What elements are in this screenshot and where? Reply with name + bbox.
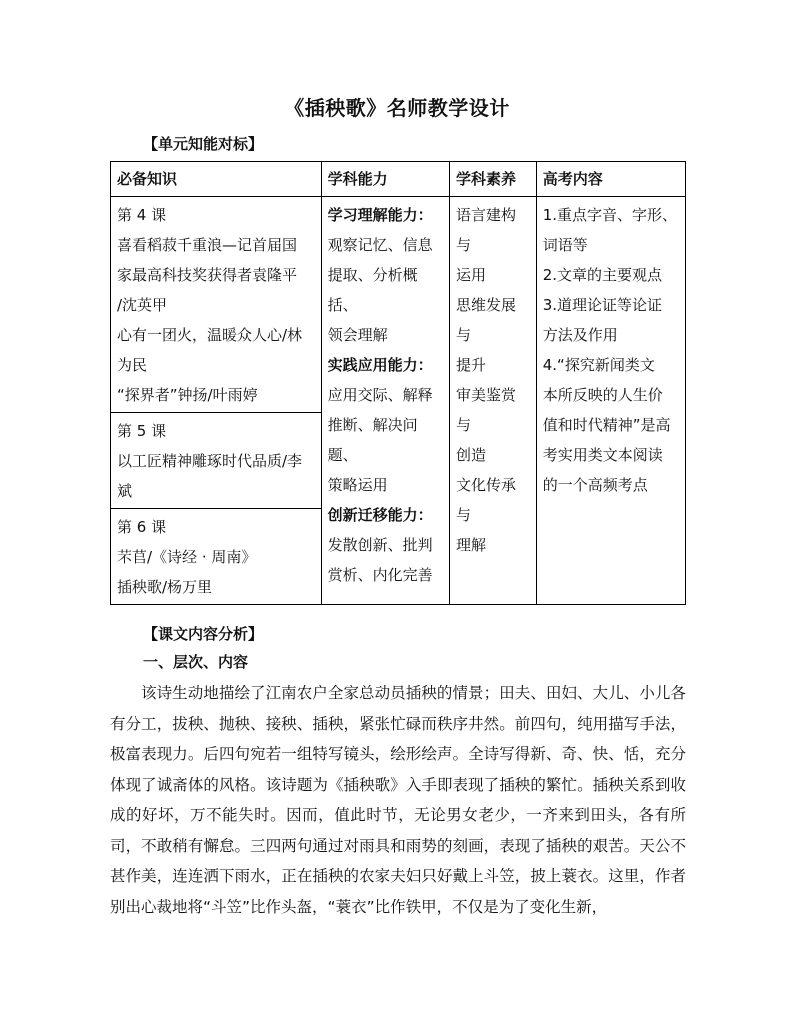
ability-line: 领会理解 (327, 326, 388, 344)
exam-line: 4.“探究新闻类文 (542, 356, 655, 374)
ability-line: 观察记忆、信息 (327, 236, 433, 254)
ability-line: 推断、解决问题、 (327, 416, 418, 464)
lesson-line: 心有一团火，温暖众人心/林 (117, 326, 303, 344)
literacy-line: 理解 (456, 536, 487, 554)
ability-line: 策略运用 (327, 476, 388, 494)
ability-heading: 实践应用能力： (327, 356, 433, 374)
lesson-line: 以工匠精神雕琢时代品质/李 (117, 452, 303, 470)
lesson-line: 插秧歌/杨万里 (117, 578, 213, 596)
ability-line: 赏析、内化完善 (327, 566, 433, 584)
header-ability: 学科能力 (321, 162, 449, 197)
exam-line: 考实用类文本阅读 (542, 446, 663, 464)
literacy-line: 思维发展与 (456, 296, 517, 344)
document-title: 《插秧歌》名师教学设计 (284, 96, 510, 120)
lesson-line: 芣苢/《诗经 · 周南》 (117, 548, 257, 566)
lesson-line: /沈英甲 (117, 296, 168, 314)
ability-line: 发散创新、批判 (327, 536, 433, 554)
knowledge-cell-lesson-4 (111, 197, 322, 413)
exam-line: 值和时代精神”是高 (542, 416, 671, 434)
ability-line: 应用交际、解释 (327, 386, 433, 404)
exam-line: 方法及作用 (542, 326, 618, 344)
ability-line: 提取、分析概括、 (327, 266, 418, 314)
lesson-line: 喜看稻菽千重浪—记首届国 (117, 236, 298, 254)
exam-line: 1.重点字音、字形、 (542, 206, 678, 224)
header-exam: 高考内容 (536, 162, 685, 197)
analysis-paragraph: 该诗生动地描绘了江南农户全家总动员插秧的情景；田夫、田妇、大儿、小儿各有分工，拔秧、抛秧、接秧、插秧，紧张忙碌而秩序井然。前四句，纯用描写手法，极富表现力。后四句宛若一组特写镜头，绘形绘声。全诗写得新、奇、快、恬，充分体现了诚斋体的风格。该诗题为《插秧歌》入手即表现了插秧的繁忙。插秧关系到收成的好坏，万不能失时。因而，值此时节，无论男女老少，一齐来到田头，各有所司，不敢稍有懈怠。三四两句通过对雨具和雨势的刻画，表现了插秧的艰苦。天公不甚作美，连连洒下雨水，正在插秧的农家夫妇只好戴上斗笠，披上蓑衣。这里，作者别出心裁地将“斗笠”比作头盔，“蓑衣”比作铁甲，不仅是为了变化生新， (110, 684, 686, 916)
header-knowledge: 必备知识 (111, 162, 322, 197)
ability-heading: 创新迁移能力： (327, 506, 433, 524)
lesson-line: 第 4 课 (117, 206, 167, 224)
exam-line: 词语等 (542, 236, 588, 254)
knowledge-cell-lesson-5 (111, 413, 322, 509)
header-literacy: 学科素养 (450, 162, 537, 197)
ability-heading: 学习理解能力： (327, 206, 433, 224)
exam-line: 本所反映的人生价 (542, 386, 663, 404)
knowledge-cell-lesson-6 (111, 509, 322, 605)
knowledge-table (110, 161, 686, 605)
unit-heading: 【单元知能对标】 (143, 135, 264, 153)
lesson-line: 家最高科技奖获得者袁隆平 (117, 266, 298, 284)
lesson-line: 为民 (117, 356, 148, 374)
exam-line: 3.道理论证等论证 (542, 296, 663, 314)
literacy-line: 创造 (456, 446, 487, 464)
level-subheading: 一、层次、内容 (143, 653, 249, 671)
lesson-line: 斌 (117, 482, 133, 500)
literacy-line: 文化传承与 (456, 476, 517, 524)
table-header-row (111, 162, 686, 197)
literacy-line: 提升 (456, 356, 487, 374)
literacy-line: 审美鉴赏与 (456, 386, 517, 434)
lesson-line: 第 6 课 (117, 518, 167, 536)
exam-line: 2.文章的主要观点 (542, 266, 663, 284)
literacy-cell (450, 197, 537, 605)
lesson-line: “探界者”钟扬/叶雨婷 (117, 386, 258, 404)
table-row (111, 197, 686, 413)
literacy-line: 运用 (456, 266, 487, 284)
exam-cell (536, 197, 685, 605)
analysis-heading: 【课文内容分析】 (143, 625, 264, 643)
exam-line: 的一个高频考点 (542, 476, 648, 494)
lesson-line: 第 5 课 (117, 422, 167, 440)
literacy-line: 语言建构与 (456, 206, 517, 254)
ability-cell (321, 197, 449, 605)
